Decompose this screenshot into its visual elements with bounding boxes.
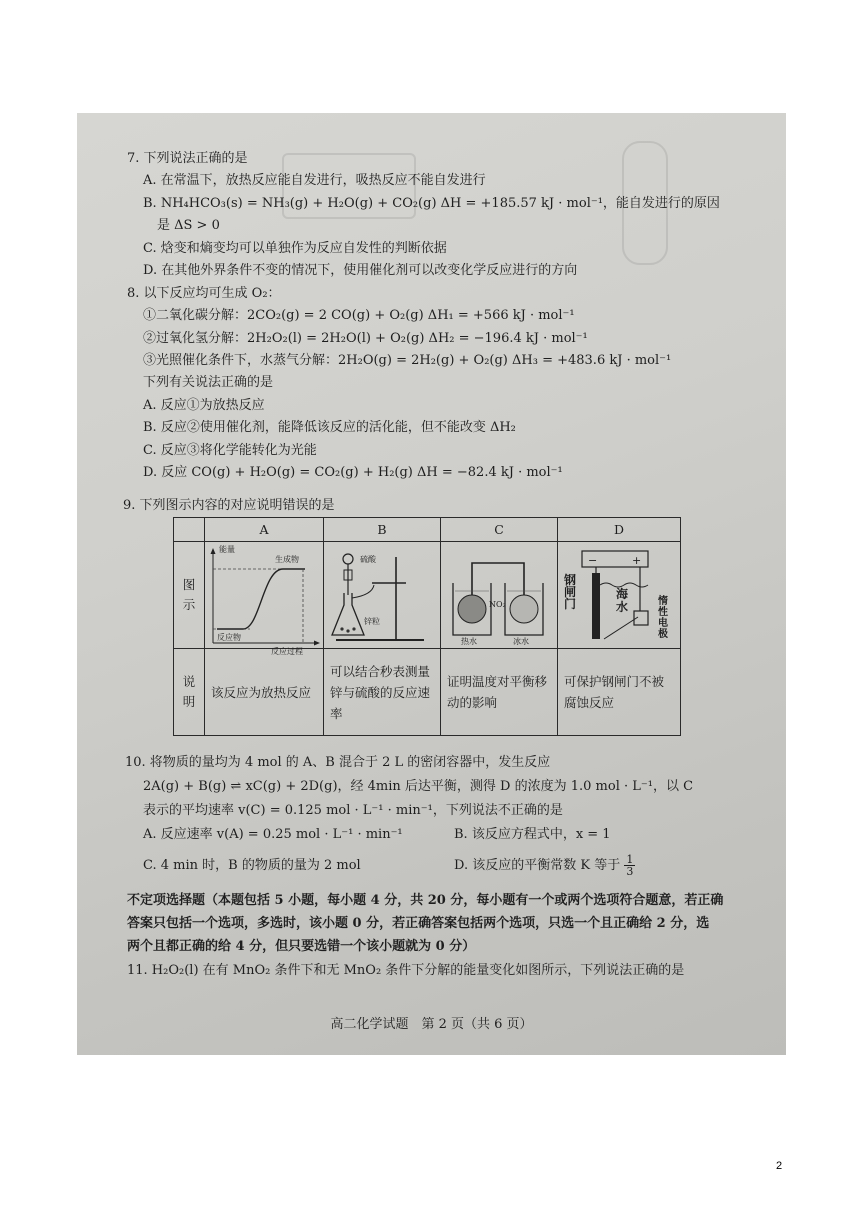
energy-axis-label: 能量 [219, 545, 235, 554]
q7-option-c: C. 焓变和熵变均可以单独作为反应自发性的判断依据 [143, 241, 447, 256]
fraction-one-third [624, 854, 635, 877]
q7-option-b: B. NH₄HCO₃(s) = NH₃(g) + H₂O(g) + CO₂(g) ΔH = +185.57 kJ · mol⁻¹，能自发进行的原因 [143, 196, 720, 211]
hot-water-label: 热水 [461, 637, 477, 646]
q8-option-b: B. 反应②使用催化剂，能降低该反应的活化能，但不能改变 ΔH₂ [143, 420, 516, 435]
q10-option-d [454, 853, 635, 879]
q7-option-d: D. 在其他外界条件不变的情况下，使用催化剂可以改变化学反应进行的方向 [143, 263, 578, 278]
steel-gate-label: 钢闸门 [564, 573, 577, 611]
caption-a: 该反应为放热反应 [205, 649, 324, 736]
caption-row-label [174, 649, 205, 736]
figure-row-label-2: 示 [182, 597, 196, 612]
q8-option-a: A. 反应①为放热反应 [143, 398, 265, 413]
caption-c: 证明温度对平衡移动的影响 [441, 649, 558, 736]
q8-reaction-3: ③光照催化条件下，水蒸气分解：2H₂O(g) = 2H₂(g) + O₂(g) ΔH₃ = +483.6 kJ · mol⁻¹ [143, 353, 672, 368]
caption-row-label-2: 明 [182, 694, 196, 709]
q8-option-d: D. 反应 CO(g) + H₂O(g) = CO₂(g) + H₂(g) ΔH = −82.4 kJ · mol⁻¹ [143, 465, 563, 480]
no2-label: NO₂ [489, 600, 506, 609]
section-instructions-3: 两个且都正确的给 4 分，但只要选错一个该小题就为 0 分） [127, 939, 476, 954]
figure-d-cell [558, 542, 681, 649]
table-header-row [174, 518, 681, 542]
q8-stem: 8. 以下反应均可生成 O₂： [127, 286, 281, 301]
q10-rate: 表示的平均速率 v(C) = 0.125 mol · L⁻¹ · min⁻¹，下列说法不正确的是 [143, 803, 563, 818]
figure-c-cell [441, 542, 558, 649]
caption-d: 可保护钢闸门不被腐蚀反应 [558, 649, 681, 736]
seawater-label: 海水 [616, 587, 629, 614]
fraction-denominator: 3 [626, 865, 634, 878]
q7-option-b-cont: 是 ΔS > 0 [157, 218, 220, 233]
reaction-progress-label: 反应过程 [271, 647, 303, 656]
table-header-c: C [441, 518, 558, 542]
table-caption-row [174, 649, 681, 736]
products-label: 生成物 [275, 555, 299, 564]
q9-stem: 9. 下列图示内容的对应说明错误的是 [123, 498, 335, 513]
q10-option-b: B. 该反应方程式中，x = 1 [454, 827, 611, 842]
table-header-a: A [205, 518, 324, 542]
zinc-label: 锌粒 [364, 617, 380, 626]
q7-option-a: A. 在常温下，放热反应能自发进行，吸热反应不能自发进行 [143, 173, 486, 188]
q9-figure-table [173, 517, 681, 736]
q10-option-c: C. 4 min 时，B 的物质的量为 2 mol [143, 858, 361, 873]
svg-text:−: − [588, 554, 598, 567]
caption-b: 可以结合秒表测量锌与硫酸的反应速率 [324, 649, 441, 736]
figure-row-label [174, 542, 205, 649]
q7-stem: 7. 下列说法正确的是 [127, 151, 248, 166]
figure-b-cell [324, 542, 441, 649]
table-header-b: B [324, 518, 441, 542]
table-header-d: D [558, 518, 681, 542]
svg-text:+: + [632, 554, 642, 567]
scanned-page-photo [77, 113, 786, 1055]
q10-option-a: A. 反应速率 v(A) = 0.25 mol · L⁻¹ · min⁻¹ [143, 827, 403, 842]
section-instructions-2: 答案只包括一个选项，多选时，该小题 0 分，若正确答案包括两个选项，只选一个且正确给 2 分，选 [127, 916, 710, 931]
caption-row-label-1: 说 [182, 674, 196, 689]
no2-flasks-apparatus [441, 543, 557, 647]
section-instructions-1: 不定项选择题（本题包括 5 小题，每小题 4 分，共 20 分，每小题有一个或两个选项符合题意，若正确 [127, 893, 724, 908]
ice-water-label: 冰水 [513, 637, 529, 646]
figure-a-cell [205, 542, 324, 656]
reactants-label: 反应物 [217, 633, 241, 642]
q10-stem: 10. 将物质的量均为 4 mol 的 A、B 混合于 2 L 的密闭容器中，发生反应 [125, 755, 551, 770]
table-figure-row [174, 542, 681, 649]
q10-option-d-text: D. 该反应的平衡常数 K 等于 [454, 858, 621, 873]
q8-reaction-1: ①二氧化碳分解：2CO₂(g) = 2 CO(g) + O₂(g) ΔH₁ = +566 kJ · mol⁻¹ [143, 308, 575, 323]
q8-reaction-2: ②过氧化氢分解：2H₂O₂(l) = 2H₂O(l) + O₂(g) ΔH₂ = −196.4 kJ · mol⁻¹ [143, 331, 588, 346]
q8-option-c: C. 反应③将化学能转化为光能 [143, 443, 317, 458]
figure-row-label-1: 图 [182, 577, 196, 592]
page-number: 2 [776, 1160, 783, 1172]
page-footer: 高二化学试题 第 2 页（共 6 页） [330, 1017, 533, 1032]
q8-prompt: 下列有关说法正确的是 [143, 375, 274, 390]
acid-label: 硫酸 [360, 555, 376, 564]
fraction-numerator: 1 [626, 853, 634, 866]
inert-electrode-label: 惰性电极 [658, 596, 668, 640]
q10-equation: 2A(g) + B(g) ⇌ xC(g) + 2D(g)，经 4min 后达平衡，测得 D 的浓度为 1.0 mol · L⁻¹，以 C [143, 779, 694, 794]
table-corner [174, 518, 205, 542]
q11-stem: 11. H₂O₂(l) 在有 MnO₂ 条件下和无 MnO₂ 条件下分解的能量变化如图所示，下列说法正确的是 [127, 963, 685, 978]
flask-apparatus [324, 543, 440, 647]
